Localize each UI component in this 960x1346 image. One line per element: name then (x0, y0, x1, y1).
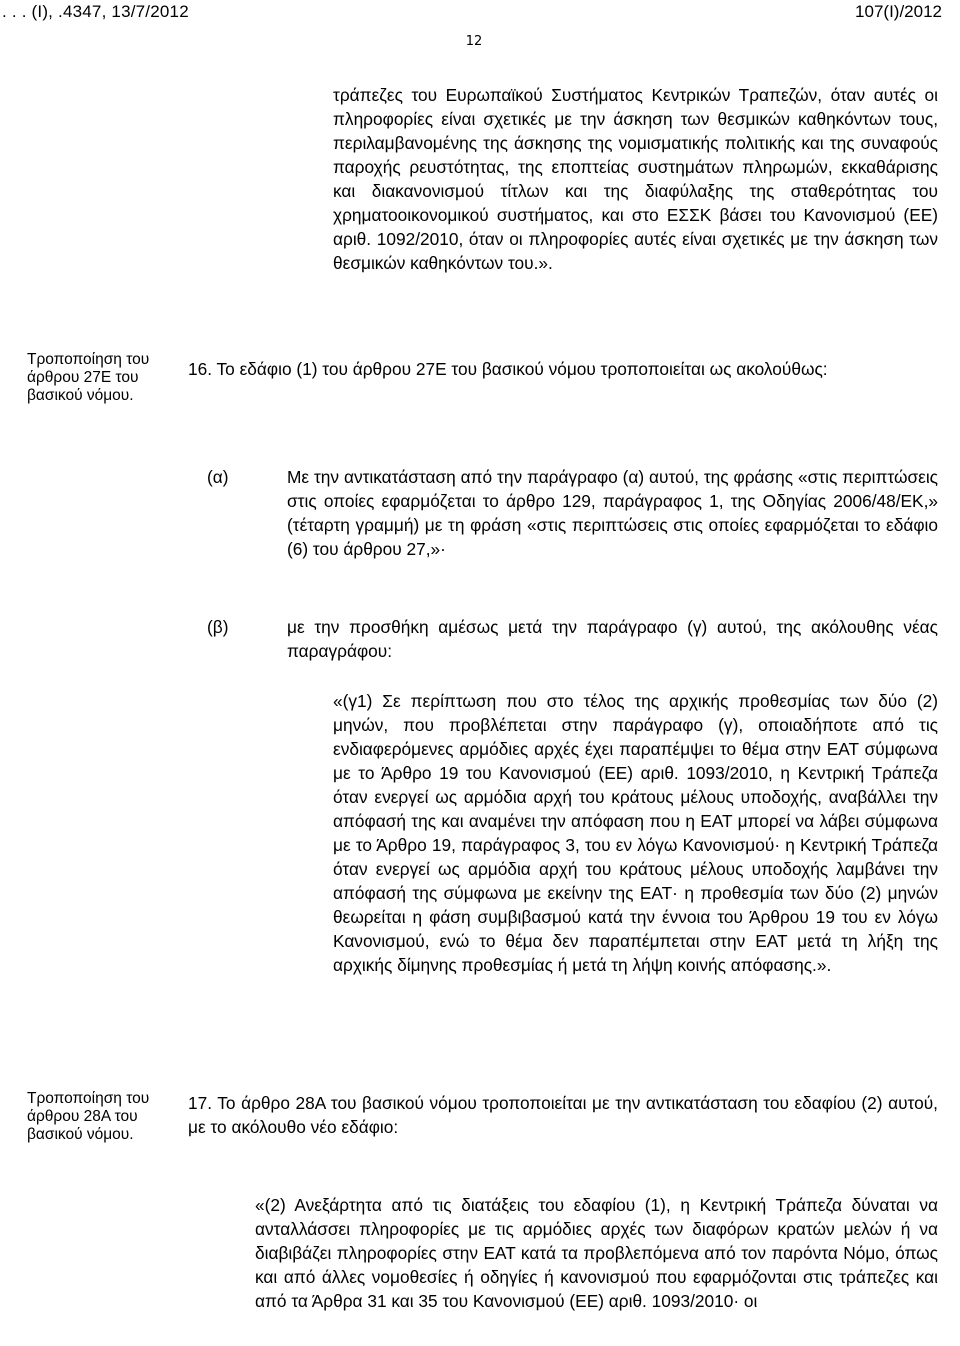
item-a-text: Με την αντικατάσταση από την παράγραφο (α) αυτού, της φράσης «στις περιπτώσεις στις οποίες εφαρμόζεται το άρθρο 129, παράγραφος 1, της Οδηγίας 2006/48/ΕΚ,» (τέταρτη γραμμή) με τη φράση «στις περιπτώσεις στις οποίες εφαρμόζεται το εδάφιο (6) του άρθρου 27,»· (287, 467, 938, 559)
item-a-label: (α) (207, 467, 229, 487)
section-17-quoted-paragraph: «(2) Ανεξάρτητα από τις διατάξεις του εδαφίου (1), η Κεντρική Τράπεζα δύναται να ανταλλάσσει πληροφορίες με τις αρμόδιες αρχές των διαφόρων κρατών μελών ή να διαβιβάζει πληροφορίες στην ΕΑΤ κατά τα προβλεπόμενα από τον παρόντα Νόμο, όπως και από άλλες νομοθεσίες ή οδηγίες ή κανονισμού που εφαρμόζονται στις τράπεζες και από τα Άρθρα 31 και 35 του Κανονισμού (ΕΕ) αριθ. 1093/2010· οι (255, 1195, 938, 1311)
continuation-paragraph: τράπεζες του Ευρωπαϊκού Συστήματος Κεντρικών Τραπεζών, όταν αυτές οι πληροφορίες είναι σχετικές με την άσκηση των θεσμικών καθηκόντων τους, περιλαμβανομένης της άσκησης της νομισματικής πολιτικής και της συναφούς παροχής ρευστότητας, της εποπτείας συστημάτων πληρωμών, εκκαθάρισης και διακανονισμού τίτλων και της διαφύλαξης της σταθερότητας του χρηματοοικονομικού συστήματος, και στο ΕΣΣΚ βάσει του Κανονισμού (ΕΕ) αριθ. 1092/2010, όταν οι πληροφορίες αυτές είναι σχετικές με την άσκηση των θεσμικών καθηκόντων του.». (333, 85, 938, 273)
margin-note-section-16: Τροποποίηση του άρθρου 27Ε του βασικού νόμου. (27, 351, 150, 404)
item-b-label: (β) (207, 617, 229, 637)
section-16-quoted-paragraph: «(γ1) Σε περίπτωση που στο τέλος της αρχικής προθεσμίας των δύο (2) μηνών, που προβλέπεται στην παράγραφο (γ), οποιαδήποτε από τις ενδιαφερόμενες αρμόδιες αρχές έχει παραπέμψει το θέμα στην ΕΑΤ σύμφωνα με το Άρθρο 19 του Κανονισμού (ΕΕ) αριθ. 1093/2010, η Κεντρική Τράπεζα όταν ενεργεί ως αρμόδια αρχή του κράτους μέλους υποδοχής, αναβάλλει την απόφασή της και αναμένει την απόφαση που η ΕΑΤ μπορεί να λάβει σύμφωνα με το Άρθρο 19, παράγραφος 3, του εν λόγω Κανονισμού· η Κεντρική Τράπεζα όταν ενεργεί ως αρμόδια αρχή του κράτους μέλους υποδοχής λαμβάνει την απόφασή της σύμφωνα με εκείνην της ΕΑΤ· η προθεσμία των δύο (2) μηνών θεωρείται η φάση συμβιβασμού κατά την έννοια του Άρθρου 19 του εν λόγω Κανονισμού, ενώ το θέμα δεν παραπέμπεται στην ΕΑΤ μετά τη λήξη της αρχικής δίμηνης προθεσμίας ή μετά τη λήψη κοινής απόφασης.». (333, 691, 938, 975)
running-header (0, 0, 960, 28)
page-number: 12 (465, 34, 483, 49)
section-17-intro: 17. Το άρθρο 28Α του βασικού νόμου τροποποιείται με την αντικατάσταση του εδαφίου (2) αυτού, με το ακόλουθο νέο εδάφιο: (188, 1093, 938, 1137)
margin-note-section-17: Τροποποίηση του άρθρου 28Α του βασικού νόμου. (27, 1090, 150, 1143)
section-16-intro: 16. Το εδάφιο (1) του άρθρου 27Ε του βασικού νόμου τροποποιείται ως ακολούθως: (188, 359, 828, 379)
item-b-text: με την προσθήκη αμέσως μετά την παράγραφο (γ) αυτού, της ακόλουθης νέας παραγράφου: (287, 617, 938, 661)
law-number: 107(Ι)/2012 (855, 2, 942, 21)
gazette-reference: . . . (Ι), .4347, 13/7/2012 (2, 2, 189, 21)
